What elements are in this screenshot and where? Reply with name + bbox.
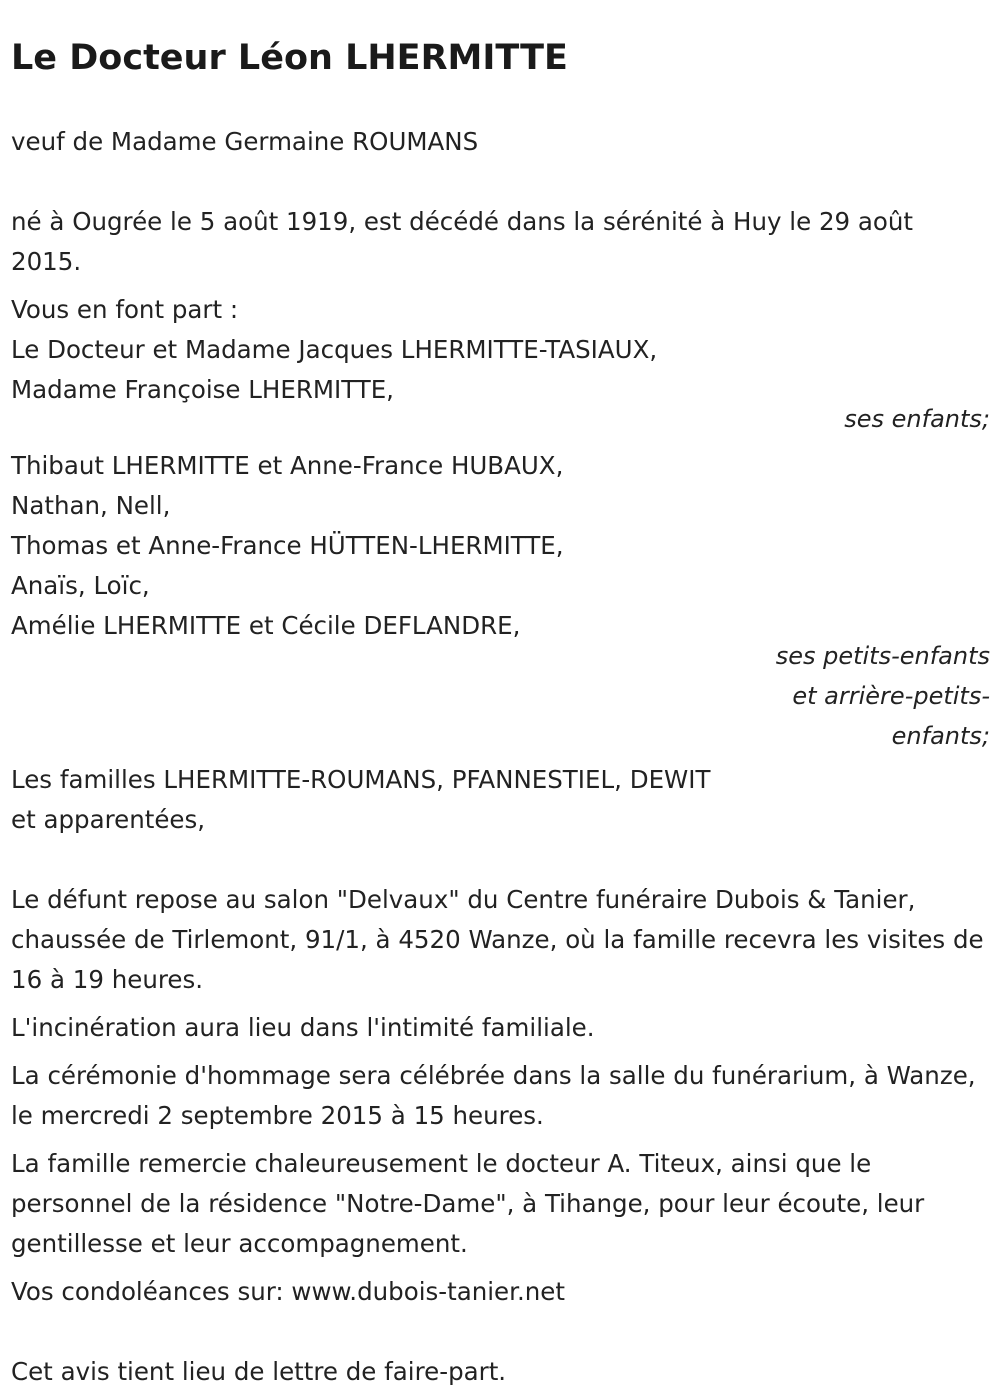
children-list — [11, 330, 990, 410]
cremation-paragraph: L'incinération aura lieu dans l'intimité familiale. — [11, 1013, 595, 1042]
list-item: Thomas et Anne-France HÜTTEN-LHERMITTE, — [11, 531, 564, 560]
list-item: et apparentées, — [11, 805, 206, 834]
list-item: Thibaut LHERMITTE et Anne-France HUBAUX, — [11, 451, 564, 480]
rest-place-paragraph: Le défunt repose au salon "Delvaux" du Centre funéraire Dubois & Tanier, chaussée de Tirlemont, 91/1, à 4520 Wanze, où la famille recevra les visites de 16 à 19 heures. — [11, 885, 984, 994]
list-item: Amélie LHERMITTE et Cécile DEFLANDRE, — [11, 611, 521, 640]
list-item: Nathan, Nell, — [11, 491, 171, 520]
list-item: Anaïs, Loïc, — [11, 571, 150, 600]
children-role-label: ses enfants; — [844, 405, 990, 433]
widower-line: veuf de Madame Germaine ROUMANS — [11, 127, 479, 156]
list-item: Madame Françoise LHERMITTE, — [11, 375, 394, 404]
thanks-paragraph: La famille remercie chaleureusement le docteur A. Titeux, ainsi que le personnel de la résidence "Notre-Dame", à Tihange, pour leur écoute, leur gentillesse et leur accompagnement. — [11, 1149, 925, 1258]
ceremony-paragraph: La cérémonie d'hommage sera célébrée dans la salle du funérarium, à Wanze, le mercredi 2 septembre 2015 à 15 heures. — [11, 1061, 976, 1130]
list-item: Les familles LHERMITTE-ROUMANS, PFANNESTIEL, DEWIT — [11, 765, 711, 794]
grandchildren-role-label: ses petits-enfants et arrière-petits-enfants; — [775, 642, 990, 750]
announcers-intro: Vous en font part : — [11, 295, 239, 324]
families-list — [11, 760, 990, 840]
grandchildren-list — [11, 446, 990, 646]
birth-death-paragraph: né à Ougrée le 5 août 1919, est décédé dans la sérénité à Huy le 29 août 2015. — [11, 207, 914, 276]
list-item: Le Docteur et Madame Jacques LHERMITTE-TASIAUX, — [11, 335, 658, 364]
condolences-line: Vos condoléances sur: www.dubois-tanier.net — [11, 1277, 565, 1306]
deceased-name-title: Le Docteur Léon LHERMITTE — [11, 38, 568, 78]
closing-line: Cet avis tient lieu de lettre de faire-part. — [11, 1357, 507, 1386]
